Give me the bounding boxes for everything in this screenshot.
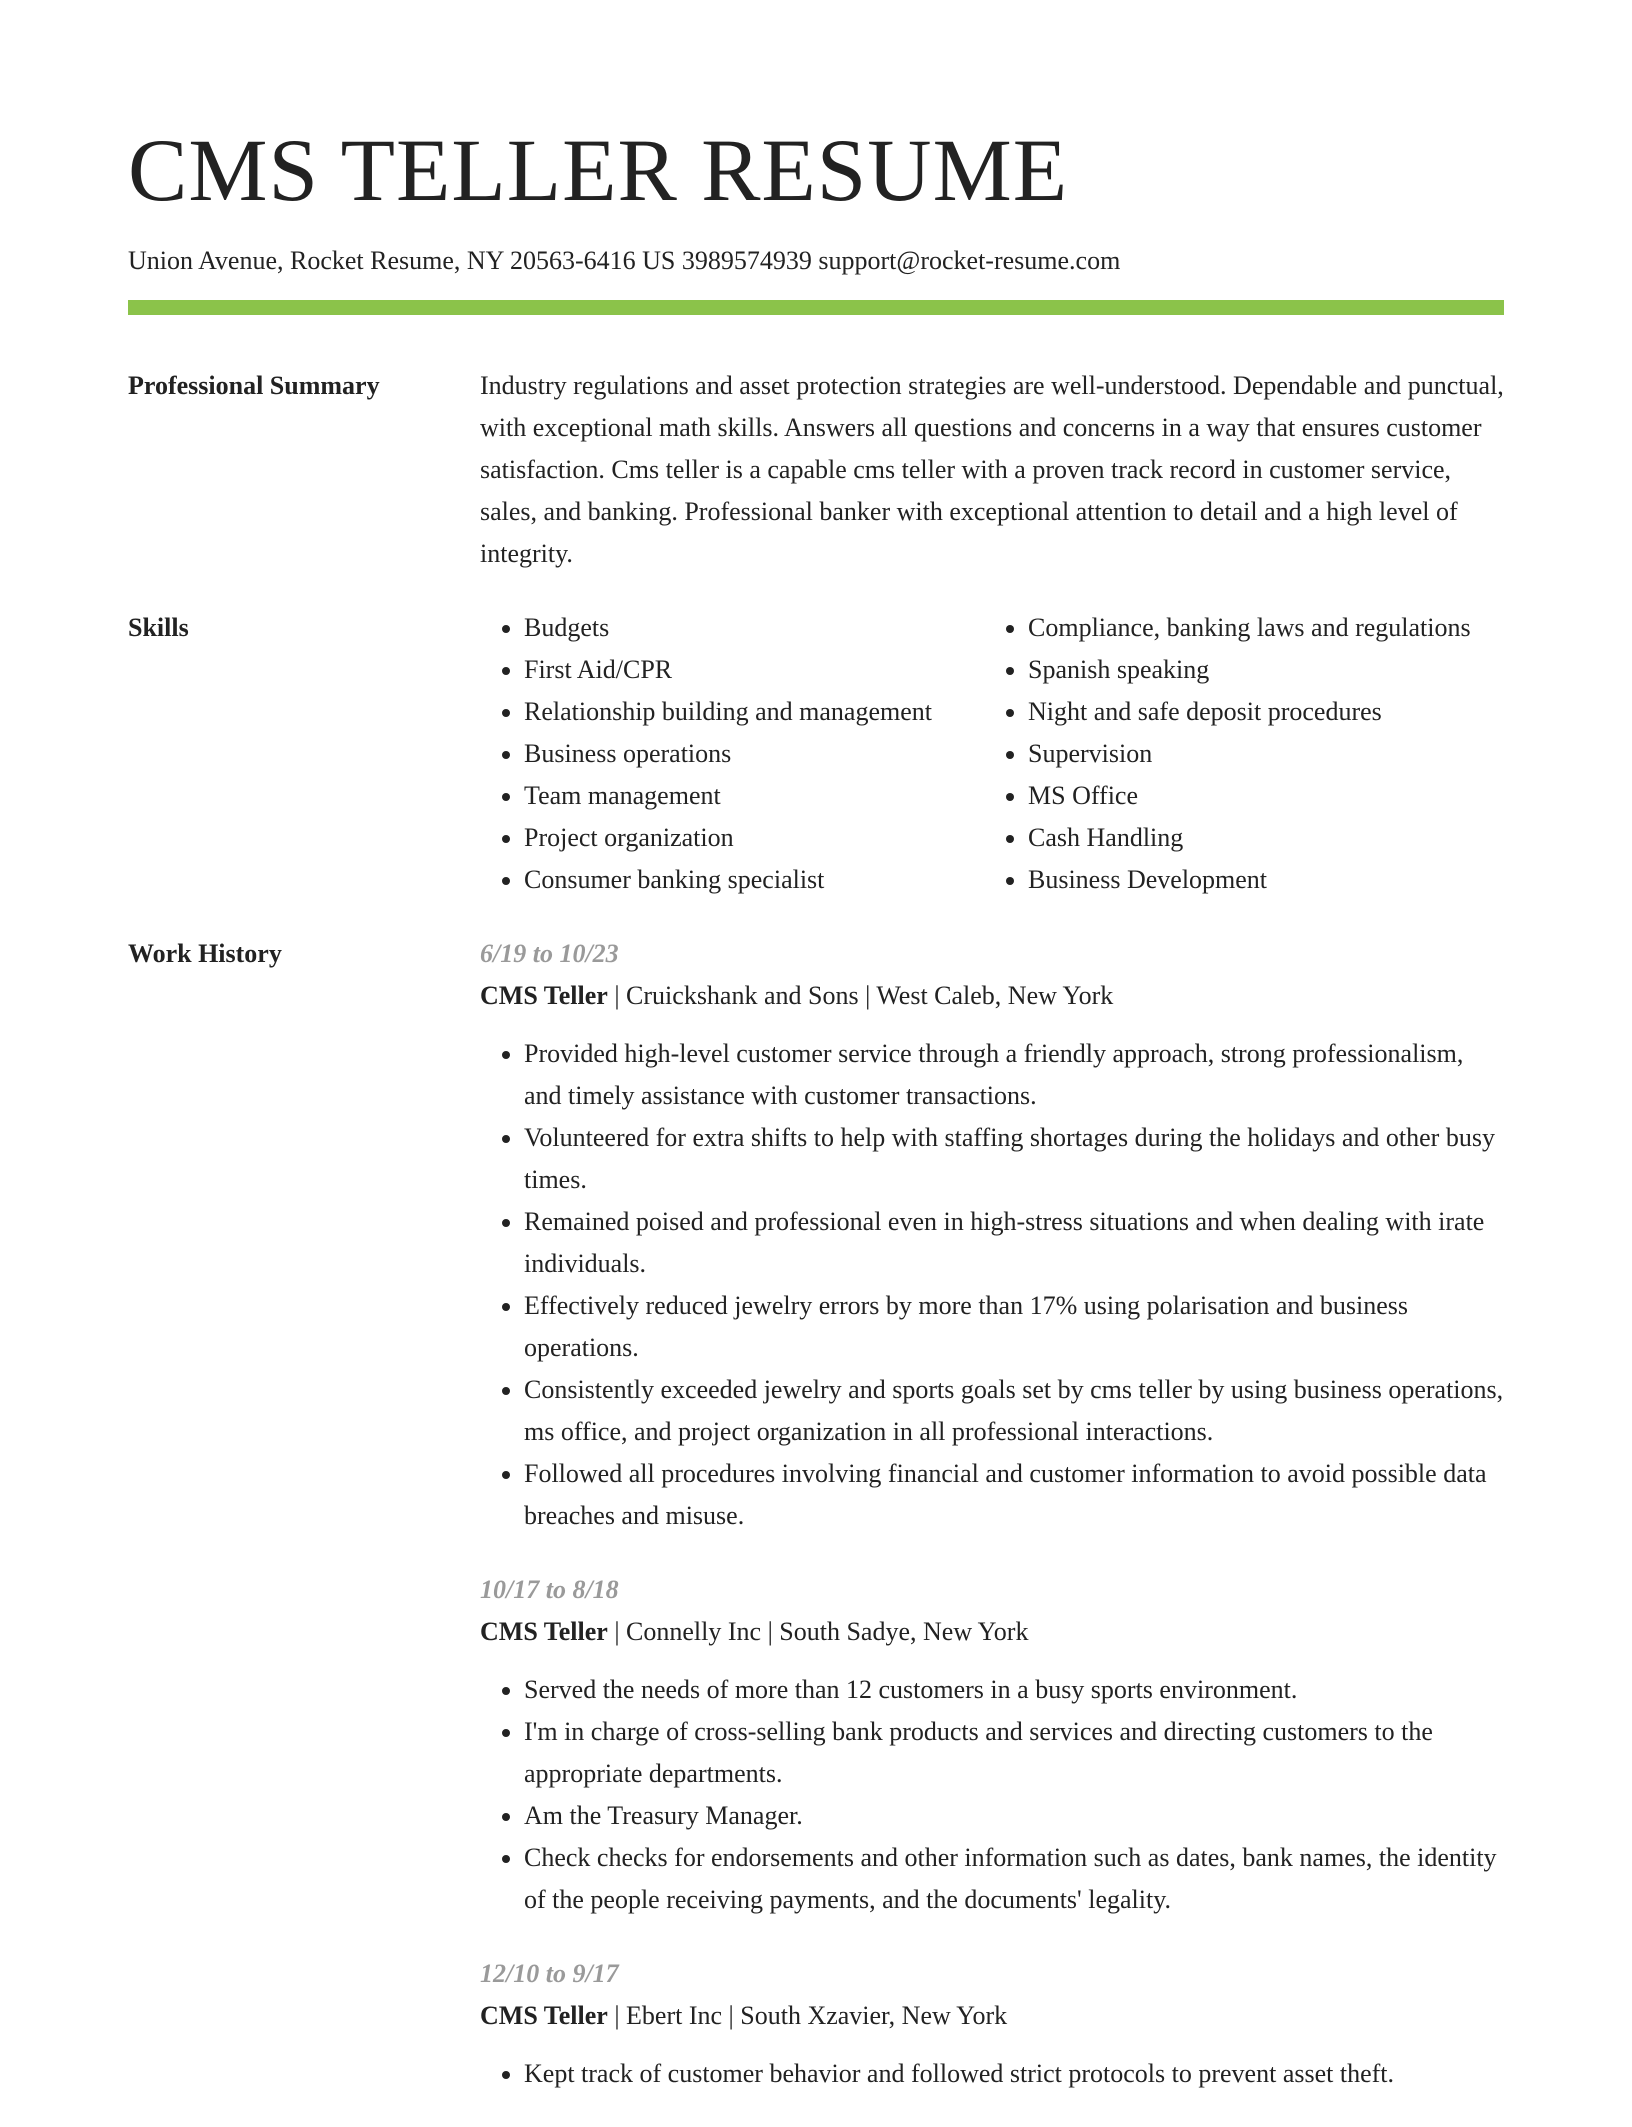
job-title-line [480,1995,1504,2037]
job-bullet: • Am the Treasury Manager. [524,1795,1504,1837]
skill-item: • Team management [524,775,984,817]
contact-info: Union Avenue, Rocket Resume, NY 20563-6416 US 3989574939 support@rocket-resume.com [128,246,1121,275]
summary-section [128,365,1504,575]
job-title: CMS Teller [480,981,608,1010]
skills-list-right [984,607,1488,901]
skills-heading: Skills [128,613,189,642]
job-bullets [480,2053,1504,2095]
summary-heading: Professional Summary [128,371,380,400]
skill-item: • Business operations [524,733,984,775]
job-dates: 6/19 to 10/23 [480,939,619,968]
skill-item: • Spanish speaking [1028,649,1488,691]
job-title: CMS Teller [480,1617,608,1646]
skill-item: • Business Development [1028,859,1488,901]
job-dates: 10/17 to 8/18 [480,1575,619,1604]
summary-text: Industry regulations and asset protection strategies are well-understood. Dependable and punctual, with exceptional math skills. Answers all questions and concerns in a way that ensures customer satisfaction. Cms teller is a capable cms teller with a proven track record in customer service, sales, and banking. Professional banker with exceptional attention to detail and a high level of integrity. [480,371,1504,568]
work-history-heading: Work History [128,939,282,968]
skill-item: • MS Office [1028,775,1488,817]
skill-item: • Compliance, banking laws and regulations [1028,607,1488,649]
job-title-line [480,1611,1504,1653]
job-bullet: • Effectively reduced jewelry errors by more than 17% using polarisation and business operations. [524,1285,1504,1369]
job-bullet: • Served the needs of more than 12 customers in a busy sports environment. [524,1669,1504,1711]
skill-item: • Budgets [524,607,984,649]
skill-item: • Project organization [524,817,984,859]
resume-page [128,0,1504,2127]
job-bullet: • Consistently exceeded jewelry and sports goals set by cms teller by using business operations, ms office, and project organization in all professional interactions. [524,1369,1504,1453]
job-details: | Ebert Inc | South Xzavier, New York [607,2001,1008,2030]
skill-item: • First Aid/CPR [524,649,984,691]
skill-item: • Relationship building and management [524,691,984,733]
skills-section [128,607,1504,901]
job-title-line [480,975,1504,1017]
job-bullet: • I'm in charge of cross-selling bank products and services and directing customers to the appropriate departments. [524,1711,1504,1795]
skill-item: • Consumer banking specialist [524,859,984,901]
job-bullet: • Remained poised and professional even in high-stress situations and when dealing with irate individuals. [524,1201,1504,1285]
job-bullet: • Provided high-level customer service through a friendly approach, strong professionalism, and timely assistance with customer transactions. [524,1033,1504,1117]
job-bullets [480,1033,1504,1537]
job-bullet: • Check checks for endorsements and other information such as dates, bank names, the identity of the people receiving payments, and the documents' legality. [524,1837,1504,1921]
skills-list-left [480,607,984,901]
skill-item: • Cash Handling [1028,817,1488,859]
job-details: | Connelly Inc | South Sadye, New York [607,1617,1029,1646]
job-bullet: • Volunteered for extra shifts to help with staffing shortages during the holidays and other busy times. [524,1117,1504,1201]
job-entry [480,933,1504,1537]
resume-title: CMS TELLER RESUME [128,122,1069,220]
job-entry [480,1569,1504,1921]
skills-grid [480,607,1504,901]
skill-item: • Night and safe deposit procedures [1028,691,1488,733]
job-bullets [480,1669,1504,1921]
job-bullet: • Followed all procedures involving financial and customer information to avoid possible data breaches and misuse. [524,1453,1504,1537]
job-dates: 12/10 to 9/17 [480,1959,619,1988]
job-entry [480,1953,1504,2095]
job-details: | Cruickshank and Sons | West Caleb, New York [607,981,1114,1010]
job-title: CMS Teller [480,2001,608,2030]
accent-divider [128,300,1504,315]
job-bullet: • Kept track of customer behavior and followed strict protocols to prevent asset theft. [524,2053,1504,2095]
skill-item: • Supervision [1028,733,1488,775]
work-history-section [128,933,1504,2127]
